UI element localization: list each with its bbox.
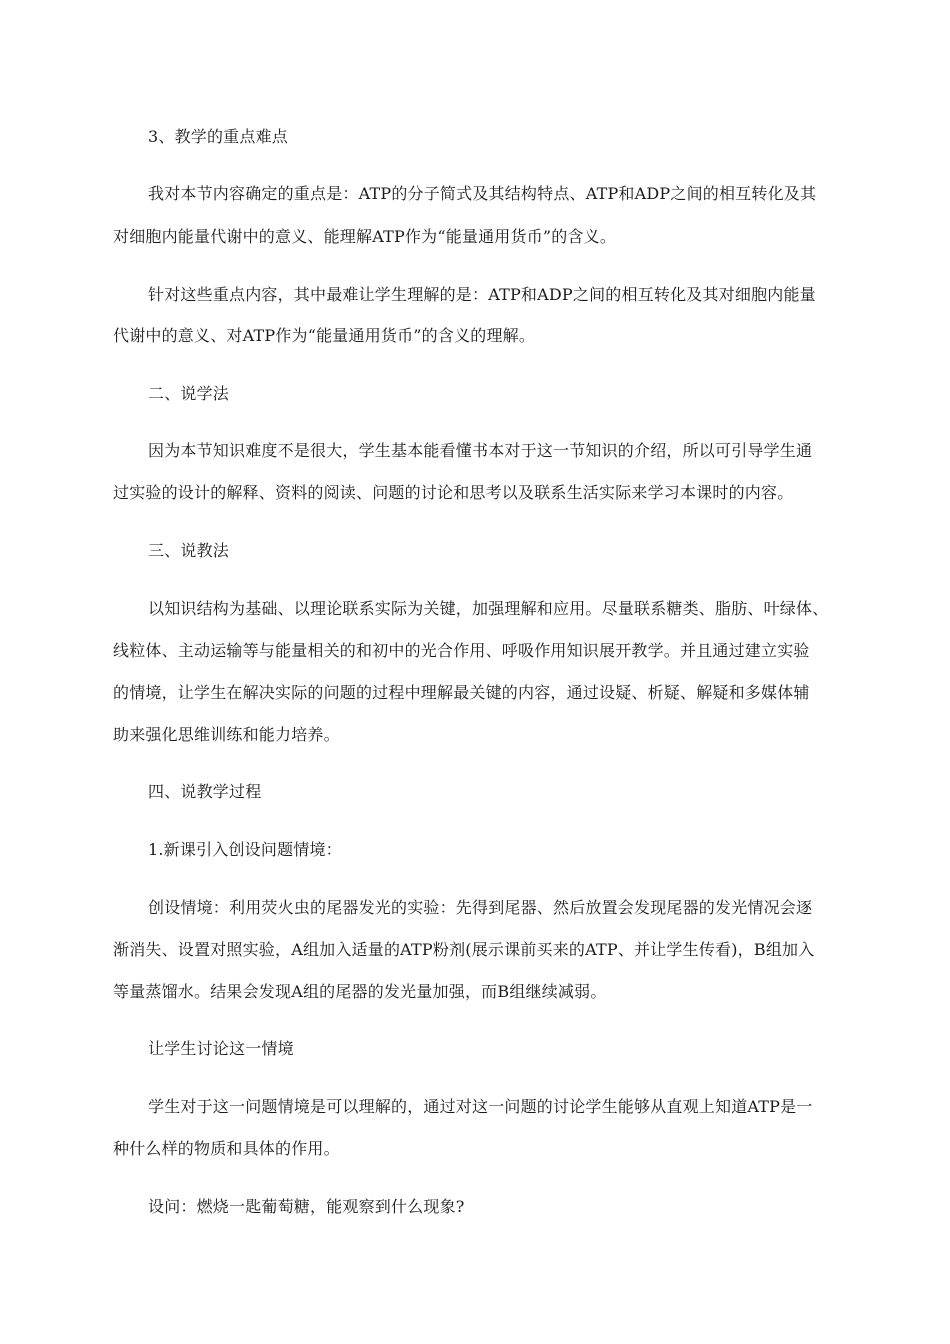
paragraph-scenario-line-2: 渐消失、设置对照实验，A组加入适量的ATP粉剂(展示课前买来的ATP、并让学生传看)，B组加入	[113, 940, 815, 959]
paragraph-understanding-line-2: 种什么样的物质和具体的作用。	[113, 1139, 340, 1158]
subheading-introduction: 1.新课引入创设问题情境：	[148, 840, 342, 859]
paragraph-learning-method-line-1: 因为本节知识难度不是很大，学生基本能看懂书本对于这一节知识的介绍，所以可引导学生通	[148, 441, 813, 460]
paragraph-teaching-method-line-2: 线粒体、主动运输等与能量相关的和初中的光合作用、呼吸作用知识展开教学。并且通过建立实验	[113, 641, 810, 660]
heading-key-points: 3、教学的重点难点	[148, 127, 288, 146]
paragraph-key-points-line-1: 我对本节内容确定的重点是：ATP的分子简式及其结构特点、ATP和ADP之间的相互转化及其	[148, 184, 817, 203]
paragraph-key-points-line-2: 对细胞内能量代谢中的意义、能理解ATP作为“能量通用货币”的含义。	[113, 227, 617, 246]
paragraph-understanding-line-1: 学生对于这一问题情境是可以理解的，通过对这一问题的讨论学生能够从直观上知道ATP是一	[148, 1097, 813, 1116]
paragraph-teaching-method-line-3: 的情境，让学生在解决实际的问题的过程中理解最关键的内容，通过设疑、析疑、解疑和多媒体辅	[113, 683, 810, 702]
heading-learning-method: 二、说学法	[148, 384, 230, 403]
paragraph-teaching-method-line-4: 助来强化思维训练和能力培养。	[113, 725, 340, 744]
paragraph-discussion: 让学生讨论这一情境	[148, 1039, 294, 1058]
paragraph-difficulties-line-1: 针对这些重点内容，其中最难让学生理解的是：ATP和ADP之间的相互转化及其对细胞内能量	[148, 285, 816, 304]
paragraph-learning-method-line-2: 过实验的设计的解释、资料的阅读、问题的讨论和思考以及联系生活实际来学习本课时的内容。	[113, 483, 794, 502]
paragraph-difficulties-line-2: 代谢中的意义、对ATP作为“能量通用货币”的含义的理解。	[113, 326, 536, 345]
paragraph-scenario-line-3: 等量蒸馏水。结果会发现A组的尾器的发光量加强，而B组继续减弱。	[113, 982, 607, 1001]
paragraph-question: 设问：燃烧一匙葡萄糖，能观察到什么现象?	[148, 1197, 465, 1216]
paragraph-scenario-line-1: 创设情境：利用荧火虫的尾器发光的实验：先得到尾器、然后放置会发现尾器的发光情况会逐	[148, 898, 813, 917]
paragraph-teaching-method-line-1: 以知识结构为基础、以理论联系实际为关键，加强理解和应用。尽量联系糖类、脂肪、叶绿体、	[148, 599, 829, 618]
heading-teaching-method: 三、说教法	[148, 541, 230, 560]
heading-teaching-process: 四、说教学过程	[148, 782, 262, 801]
